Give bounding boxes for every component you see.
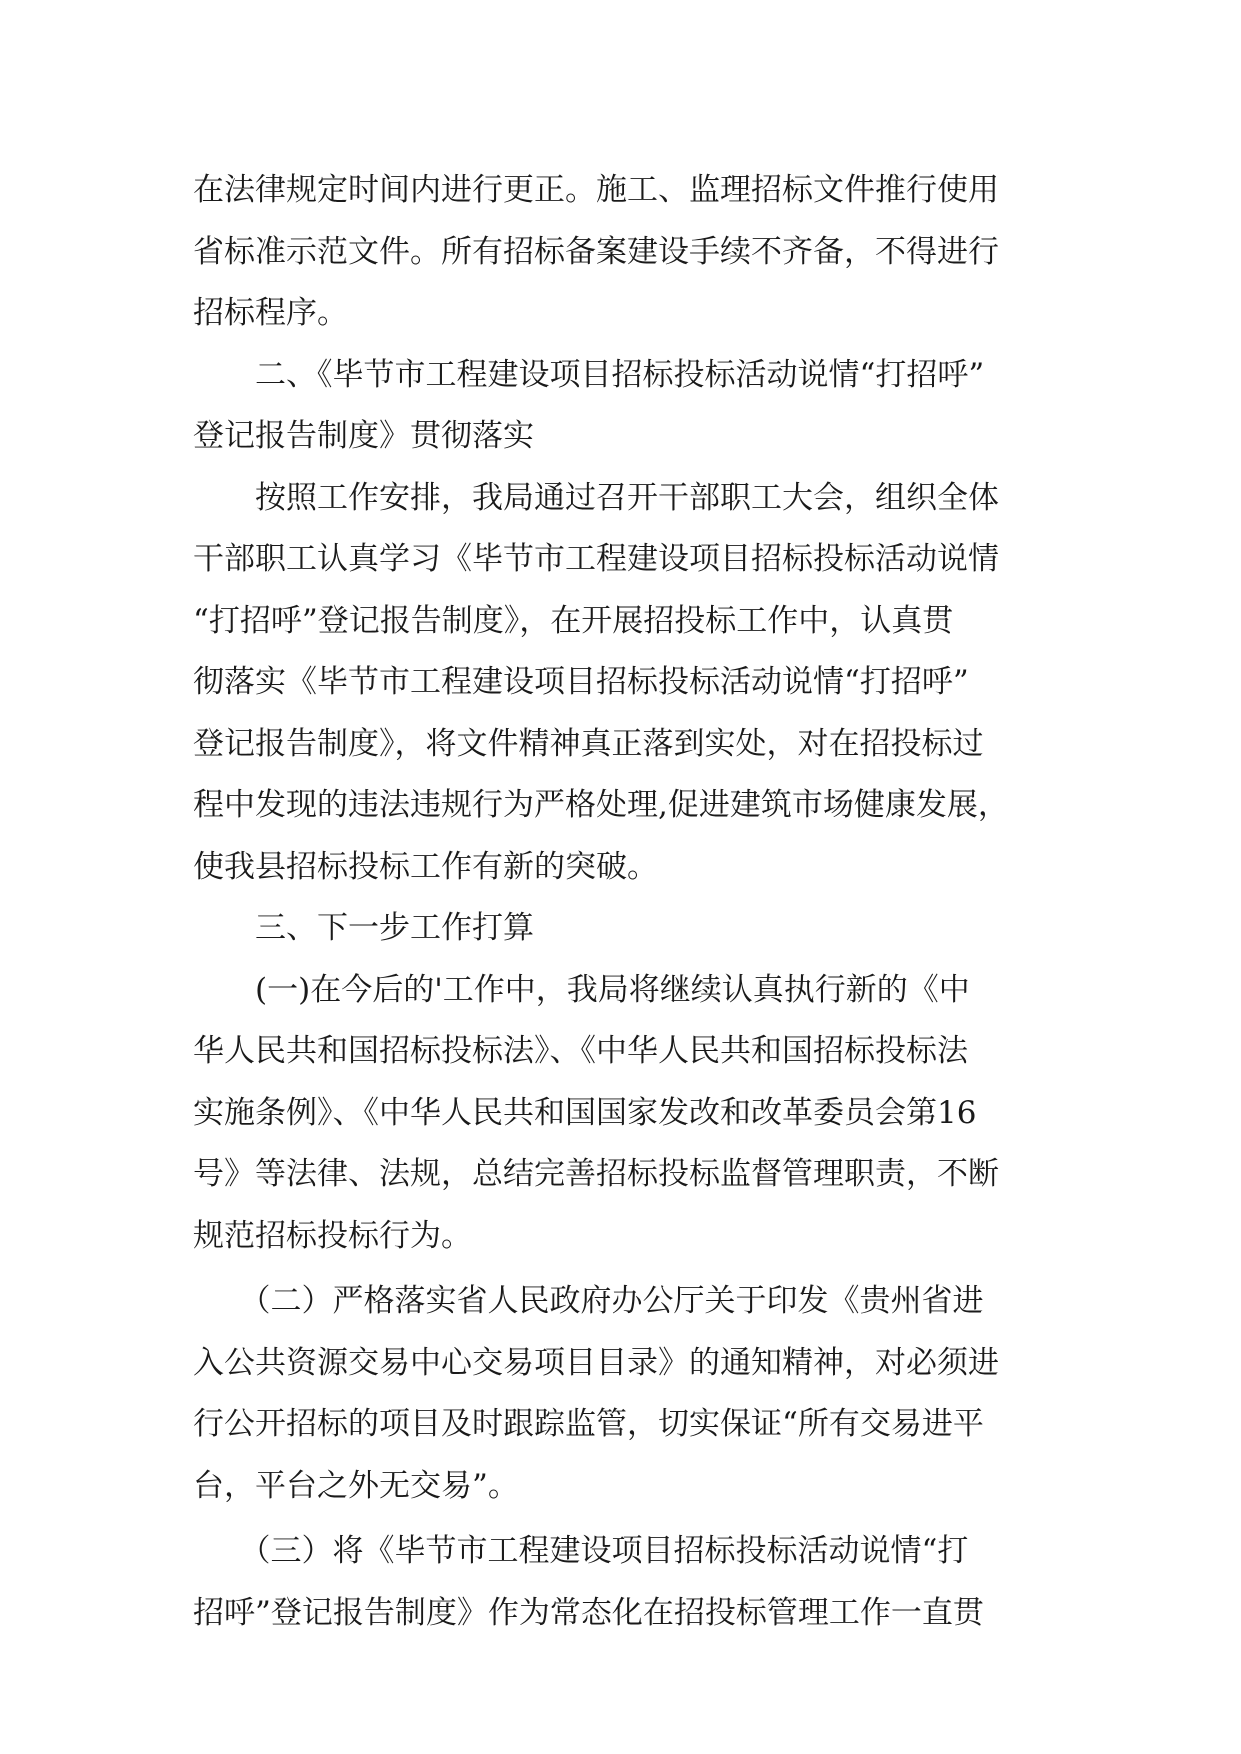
text-line: 号》等法律、法规，总结完善招标投标监督管理职责，不断 <box>193 1156 999 1192</box>
body-text <box>193 160 1053 1644</box>
text-line: 彻落实《毕节市工程建设项目招标投标活动说情“打招呼” <box>193 664 969 700</box>
section-heading: 登记报告制度》贯彻落实 <box>193 418 534 454</box>
text-line: 招标程序。 <box>193 295 348 331</box>
text-line: 台，平台之外无交易”。 <box>193 1467 519 1504</box>
text-line: 使我县招标投标工作有新的突破。 <box>193 848 658 885</box>
text-line: 华人民共和国招标投标法》、《中华人民共和国招标投标法 <box>193 1033 968 1069</box>
text-line: 省标准示范文件。所有招标备案建设手续不齐备，不得进行 <box>193 233 999 270</box>
text-line: 按照工作安排，我局通过召开干部职工大会，组织全体 <box>193 479 999 516</box>
text-line: 行公开招标的项目及时跟踪监管，切实保证“所有交易进平 <box>193 1406 984 1442</box>
text-line: （三）将《毕节市工程建设项目招标投标活动说情“打 <box>193 1533 969 1569</box>
text-line: 在法律规定时间内进行更正。施工、监理招标文件推行使用 <box>193 172 999 208</box>
text-line: 入公共资源交易中心交易项目目录》的通知精神，对必须进 <box>193 1344 999 1381</box>
text-line: 程中发现的违法违规行为严格处理,促进建筑市场健康发展， <box>193 787 1009 823</box>
text-line: 招呼”登记报告制度》作为常态化在招投标管理工作一直贯 <box>193 1594 984 1631</box>
section-heading: 二、《毕节市工程建设项目招标投标活动说情“打招呼” <box>193 356 985 393</box>
section-heading: 三、下一步工作打算 <box>193 910 534 946</box>
text-line: 规范招标投标行为。 <box>193 1217 472 1254</box>
text-line: 实施条例》、《中华人民共和国国家发改和改革委员会第16 <box>193 1094 977 1131</box>
text-line: （二）严格落实省人民政府办公厅关于印发《贵州省进 <box>193 1283 984 1319</box>
text-line: “打招呼”登记报告制度》，在开展招投标工作中，认真贯 <box>193 602 954 639</box>
text-line: 干部职工认真学习《毕节市工程建设项目招标投标活动说情 <box>193 541 999 577</box>
text-line: (一)在今后的'工作中，我局将继续认真执行新的《中 <box>193 971 970 1008</box>
text-line: 登记报告制度》，将文件精神真正落到实处，对在招投标过 <box>193 725 984 762</box>
